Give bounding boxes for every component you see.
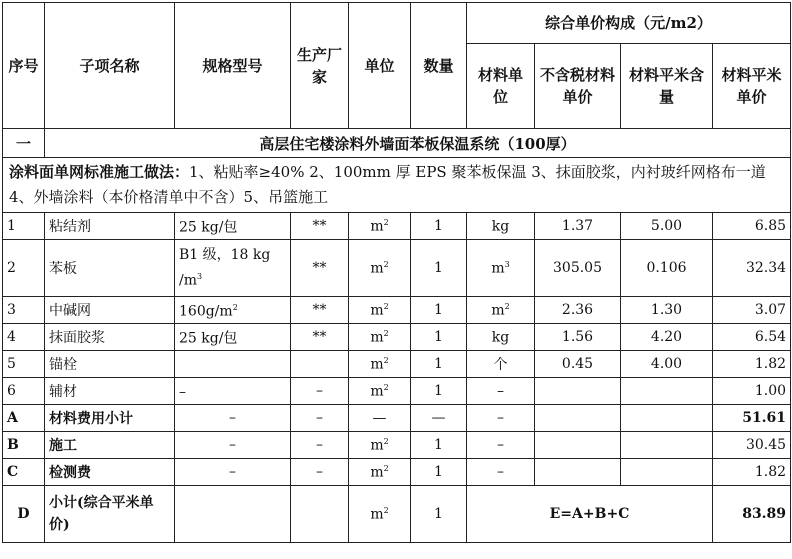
- summary-qty: —: [411, 405, 467, 432]
- summary-mat-unit: –: [467, 459, 535, 486]
- row-unit: $m^2$: [349, 240, 411, 297]
- row-unit: $m^2$: [349, 324, 411, 351]
- row-name: 苯板: [45, 240, 175, 297]
- table-row: [3, 351, 791, 378]
- section-title: 高层住宅楼涂料外墙面苯板保温系统（100厚）: [45, 129, 791, 158]
- note-text: 1、粘贴率≥40% 2、100mm 厚 EPS 聚苯板保温 3、抹面胶浆，内衬玻纤网格布一道 4、外墙涂料（本价格清单中不含）5、吊篮施工: [9, 163, 766, 206]
- row-spec: 25 kg/包: [175, 213, 291, 240]
- row-qty: 1: [411, 213, 467, 240]
- header-mat-price-per-m2: 材料平米单价: [713, 44, 791, 129]
- item-rows: [3, 213, 791, 405]
- row-total: 32.34: [713, 240, 791, 297]
- summary-qty: 1: [411, 432, 467, 459]
- summary-content: [621, 432, 713, 459]
- summary-total: 30.45: [713, 432, 791, 459]
- table-row: [3, 240, 791, 297]
- summary-rows: [3, 405, 791, 486]
- summary-name: 施工: [45, 432, 175, 459]
- row-qty: 1: [411, 378, 467, 405]
- final-unit: $m^2$: [349, 486, 411, 543]
- header-spec: 规格型号: [175, 3, 291, 129]
- summary-unit: $m^2$: [349, 432, 411, 459]
- row-content: [621, 378, 713, 405]
- header-item-name: 子项名称: [45, 3, 175, 129]
- summary-unit: —: [349, 405, 411, 432]
- header-manufacturer: 生产厂家: [291, 3, 349, 129]
- summary-row: [3, 432, 791, 459]
- row-name: 粘结剂: [45, 213, 175, 240]
- row-total: 1.82: [713, 351, 791, 378]
- row-unit: $m^2$: [349, 378, 411, 405]
- row-qty: 1: [411, 297, 467, 324]
- row-total: 6.85: [713, 213, 791, 240]
- summary-total: 1.82: [713, 459, 791, 486]
- row-total: 3.07: [713, 297, 791, 324]
- row-maker: **: [291, 213, 349, 240]
- summary-price: [535, 405, 621, 432]
- summary-name: 检测费: [45, 459, 175, 486]
- header-unit: 单位: [349, 3, 411, 129]
- final-row: [3, 486, 791, 543]
- summary-maker: –: [291, 405, 349, 432]
- row-unit: $m^2$: [349, 297, 411, 324]
- table-row: [3, 213, 791, 240]
- summary-content: [621, 405, 713, 432]
- section-title-row: [3, 129, 791, 158]
- table-row: [3, 324, 791, 351]
- row-mat-unit: kg: [467, 324, 535, 351]
- summary-name: 材料费用小计: [45, 405, 175, 432]
- summary-mat-unit: –: [467, 405, 535, 432]
- row-spec: $160g/m^2$: [175, 297, 291, 324]
- row-price: 0.45: [535, 351, 621, 378]
- summary-spec: –: [175, 459, 291, 486]
- row-spec: [175, 351, 291, 378]
- row-maker: [291, 351, 349, 378]
- row-seq: 1: [3, 213, 45, 240]
- summary-seq: A: [3, 405, 45, 432]
- construction-note: [3, 158, 791, 213]
- summary-row: [3, 459, 791, 486]
- row-content: 4.00: [621, 351, 713, 378]
- final-qty: 1: [411, 486, 467, 543]
- row-mat-unit: $m^2$: [467, 297, 535, 324]
- row-mat-unit: 个: [467, 351, 535, 378]
- row-mat-unit: –: [467, 378, 535, 405]
- row-seq: 5: [3, 351, 45, 378]
- summary-seq: C: [3, 459, 45, 486]
- row-name: 锚栓: [45, 351, 175, 378]
- table-row: [3, 378, 791, 405]
- row-spec: B1 级，18 kg $/m^3$: [175, 240, 291, 297]
- header-row-1: [3, 3, 791, 44]
- row-content: 5.00: [621, 213, 713, 240]
- row-name: 抹面胶浆: [45, 324, 175, 351]
- final-name: 小计(综合平米单价): [45, 486, 175, 543]
- row-seq: 3: [3, 297, 45, 324]
- row-price: 305.05: [535, 240, 621, 297]
- summary-qty: 1: [411, 459, 467, 486]
- row-maker: **: [291, 297, 349, 324]
- row-price: 1.37: [535, 213, 621, 240]
- row-total: 6.54: [713, 324, 791, 351]
- row-name: 辅材: [45, 378, 175, 405]
- row-spec: 25 kg/包: [175, 324, 291, 351]
- row-maker: **: [291, 240, 349, 297]
- row-content: 0.106: [621, 240, 713, 297]
- row-mat-unit: kg: [467, 213, 535, 240]
- row-seq: 4: [3, 324, 45, 351]
- final-total: 83.89: [713, 486, 791, 543]
- row-qty: 1: [411, 324, 467, 351]
- section-index: 一: [3, 129, 45, 158]
- summary-seq: B: [3, 432, 45, 459]
- final-seq: D: [3, 486, 45, 543]
- header-quantity: 数量: [411, 3, 467, 129]
- row-content: 1.30: [621, 297, 713, 324]
- row-price: 1.56: [535, 324, 621, 351]
- row-spec: –: [175, 378, 291, 405]
- row-maker: –: [291, 378, 349, 405]
- summary-price: [535, 459, 621, 486]
- final-maker: [291, 486, 349, 543]
- row-name: 中碱网: [45, 297, 175, 324]
- header-price-ex-tax: 不含税材料单价: [535, 44, 621, 129]
- row-seq: 6: [3, 378, 45, 405]
- summary-price: [535, 432, 621, 459]
- row-maker: **: [291, 324, 349, 351]
- row-unit: $m^2$: [349, 213, 411, 240]
- row-price: 2.36: [535, 297, 621, 324]
- summary-maker: –: [291, 432, 349, 459]
- header-composite-group: 综合单价构成（元/m2）: [467, 3, 791, 44]
- row-mat-unit: $m^3$: [467, 240, 535, 297]
- summary-total: 51.61: [713, 405, 791, 432]
- note-row: [3, 158, 791, 213]
- summary-maker: –: [291, 459, 349, 486]
- final-spec: [175, 486, 291, 543]
- row-seq: 2: [3, 240, 45, 297]
- price-table: [2, 2, 791, 543]
- row-content: 4.20: [621, 324, 713, 351]
- summary-unit: $m^2$: [349, 459, 411, 486]
- summary-mat-unit: –: [467, 432, 535, 459]
- note-label: 涂料面单网标准施工做法：: [9, 163, 190, 181]
- summary-spec: –: [175, 432, 291, 459]
- table-row: [3, 297, 791, 324]
- final-formula: E=A+B+C: [467, 486, 713, 543]
- row-qty: 1: [411, 351, 467, 378]
- row-qty: 1: [411, 240, 467, 297]
- row-unit: $m^2$: [349, 351, 411, 378]
- row-price: [535, 378, 621, 405]
- row-total: 1.00: [713, 378, 791, 405]
- summary-row: [3, 405, 791, 432]
- summary-content: [621, 459, 713, 486]
- header-seq: 序号: [3, 3, 45, 129]
- header-mat-per-m2: 材料平米含量: [621, 44, 713, 129]
- summary-spec: –: [175, 405, 291, 432]
- header-mat-unit: 材料单位: [467, 44, 535, 129]
